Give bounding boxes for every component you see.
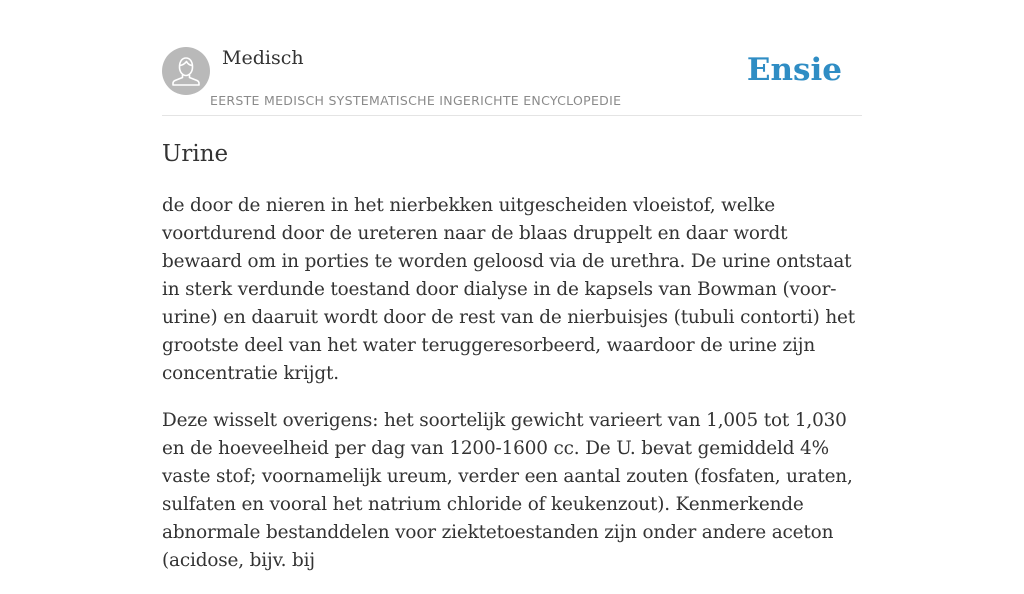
article-body xyxy=(162,192,866,594)
user-icon xyxy=(162,47,210,95)
paragraph-1: de door de nieren in het nierbekken uitgescheiden vloeistof, welke voortdurend door de ureteren naar de blaas druppelt en daar wordt bewaard om in porties te worden geloosd via de urethra. De urine ontstaat in sterk verdunde toestand door dialyse in de kapsels van Bowman (voor-urine) en daaruit wordt door de rest van de nierbuisjes (tubuli contorti) het grootste deel van het water teruggeresorbeerd, waardoor de urine zijn concentratie krijgt. xyxy=(162,195,856,384)
ensie-logo[interactable]: Ensie xyxy=(746,52,842,88)
header-divider xyxy=(162,115,862,116)
page-title: Urine xyxy=(162,141,229,167)
publication-subtitle: EERSTE MEDISCH SYSTEMATISCHE INGERICHTE ENCYCLOPEDIE xyxy=(210,93,622,108)
author-avatar[interactable] xyxy=(162,47,210,95)
author-name[interactable]: Medisch xyxy=(222,47,304,69)
paragraph-2: Deze wisselt overigens: het soortelijk gewicht varieert van 1,005 tot 1,030 en de hoeveelheid per dag van 1200-1600 cc. De U. bevat gemiddeld 4% vaste stof; voornamelijk ureum, verder een aantal zouten (fosfaten, uraten, sulfaten en vooral het natrium chloride of keukenzout). Kenmerkende abnormale bestanddelen voor ziektetoestanden zijn onder andere aceton (acidose, bijv. bij xyxy=(162,410,853,571)
